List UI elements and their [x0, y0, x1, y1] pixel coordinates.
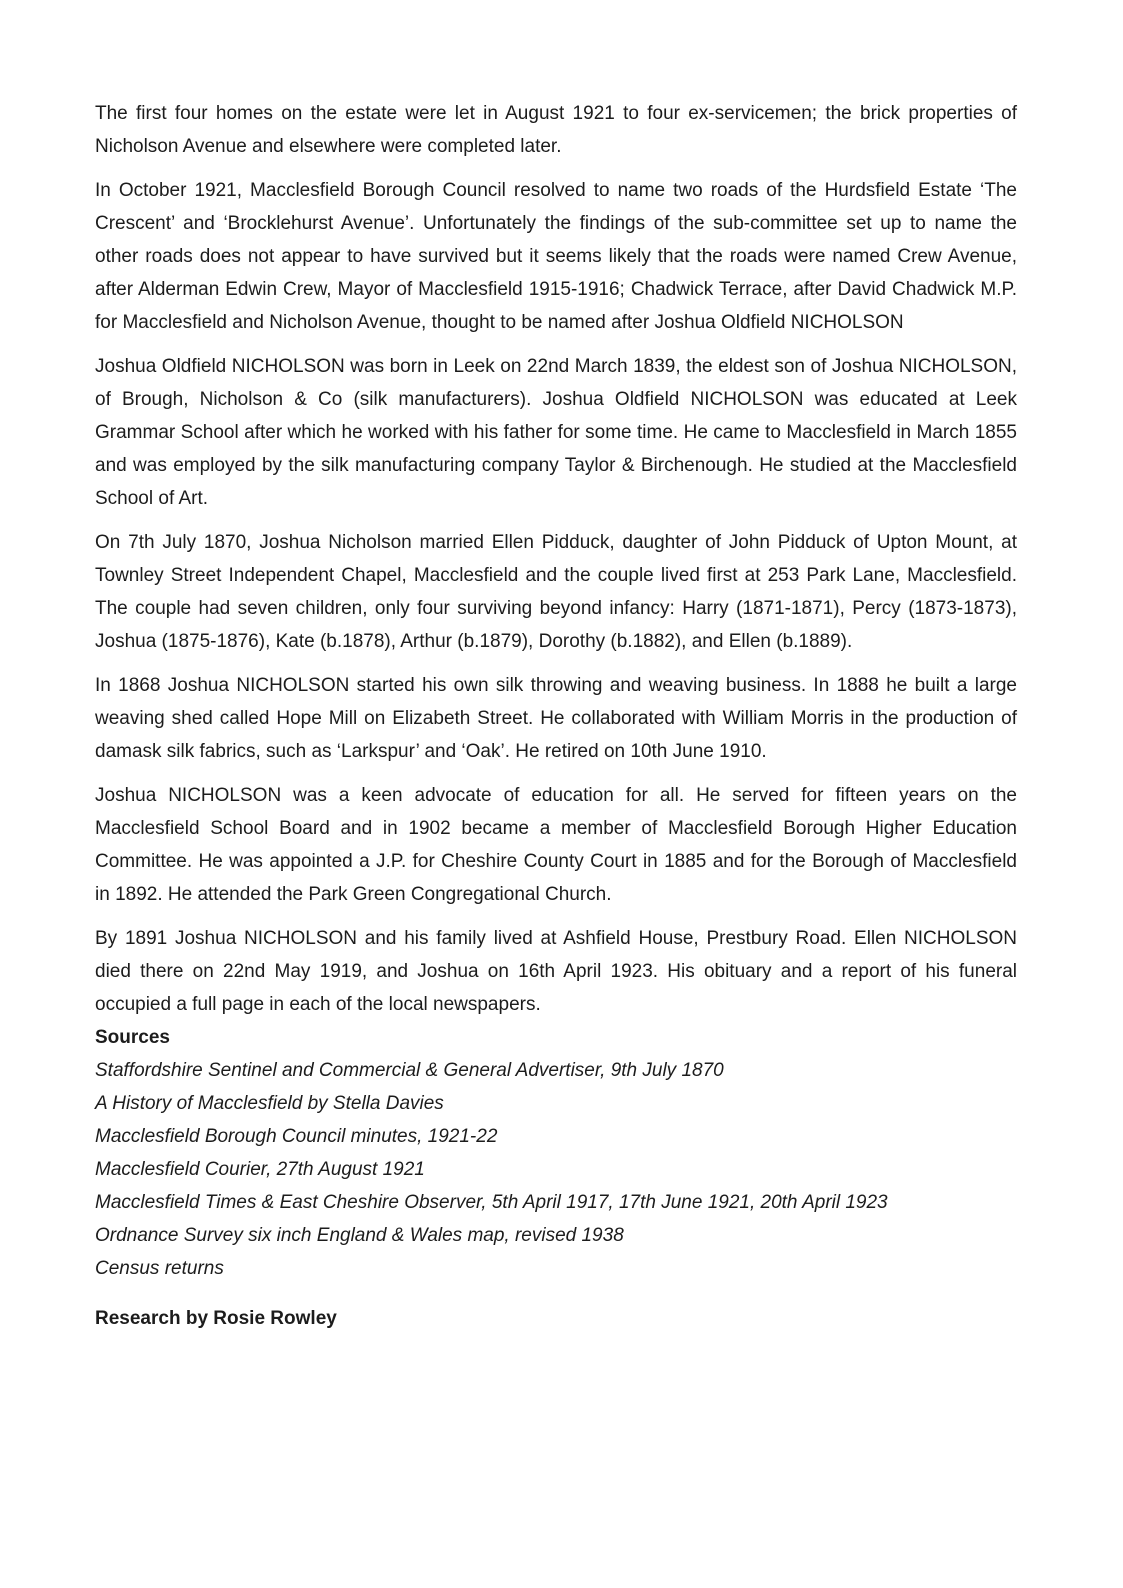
source-item-macclesfield-times: Macclesfield Times & East Cheshire Observer, 5th April 1917, 17th June 1921, 20th April 1923 [95, 1192, 888, 1213]
paragraph-road-naming: In October 1921, Macclesfield Borough Council resolved to name two roads of the Hurdsfield Estate ‘The Crescent’ and ‘Brocklehurst Avenue’. Unfortunately the findings of the sub-committee set up to name the other roads does not appear to have survived but it seems likely that the roads were named Crew Avenue, after Alderman Edwin Crew, Mayor of Macclesfield 1915-1916; Chadwick Terrace, after David Chadwick M.P. for Macclesfield and Nicholson Avenue, thought to be named after Joshua Oldfield NICHOLSON [95, 180, 1017, 333]
paragraph-education-advocate: Joshua NICHOLSON was a keen advocate of education for all. He served for fifteen years on the Macclesfield School Board and in 1902 became a member of Macclesfield Borough Higher Education Committee. He was appointed a J.P. for Cheshire County Court in 1885 and for the Borough of Macclesfield in 1892. He attended the Park Green Congregational Church. [95, 785, 1017, 905]
paragraph-homes-let: The first four homes on the estate were let in August 1921 to four ex-servicemen; the brick properties of Nicholson Avenue and elsewhere were completed later. [95, 103, 1017, 157]
paragraph-ashfield-house: By 1891 Joshua NICHOLSON and his family lived at Ashfield House, Prestbury Road. Ellen NICHOLSON died there on 22nd May 1919, and Joshua on 16th April 1923. His obituary and a report of his funeral occupied a full page in each of the local newspapers. [95, 928, 1017, 1015]
sources-heading: Sources [95, 1027, 170, 1048]
research-credit: Research by Rosie Rowley [95, 1308, 337, 1329]
paragraph-silk-business: In 1868 Joshua NICHOLSON started his own silk throwing and weaving business. In 1888 he built a large weaving shed called Hope Mill on Elizabeth Street. He collaborated with William Morris in the production of damask silk fabrics, such as ‘Larkspur’ and ‘Oak’. He retired on 10th June 1910. [95, 675, 1017, 762]
paragraph-marriage-children: On 7th July 1870, Joshua Nicholson married Ellen Pidduck, daughter of John Pidduck of Upton Mount, at Townley Street Independent Chapel, Macclesfield and the couple lived first at 253 Park Lane, Macclesfield. The couple had seven children, only four surviving beyond infancy: Harry (1871-1871), Percy (1873-1873), Joshua (1875-1876), Kate (b.1878), Arthur (b.1879), Dorothy (b.1882), and Ellen (b.1889). [95, 532, 1017, 652]
source-item-council-minutes: Macclesfield Borough Council minutes, 1921-22 [95, 1126, 498, 1147]
source-item-census-returns: Census returns [95, 1258, 224, 1279]
source-item-staffordshire-sentinel: Staffordshire Sentinel and Commercial & General Advertiser, 9th July 1870 [95, 1060, 724, 1081]
source-item-macclesfield-courier: Macclesfield Courier, 27th August 1921 [95, 1159, 425, 1180]
source-item-history-of-macclesfield: A History of Macclesfield by Stella Davies [95, 1093, 444, 1114]
paragraph-nicholson-birth: Joshua Oldfield NICHOLSON was born in Leek on 22nd March 1839, the eldest son of Joshua NICHOLSON, of Brough, Nicholson & Co (silk manufacturers). Joshua Oldfield NICHOLSON was educated at Leek Grammar School after which he worked with his father for some time. He came to Macclesfield in March 1855 and was employed by the silk manufacturing company Taylor & Birchenough. He studied at the Macclesfield School of Art. [95, 356, 1017, 509]
source-item-ordnance-survey: Ordnance Survey six inch England & Wales map, revised 1938 [95, 1225, 624, 1246]
